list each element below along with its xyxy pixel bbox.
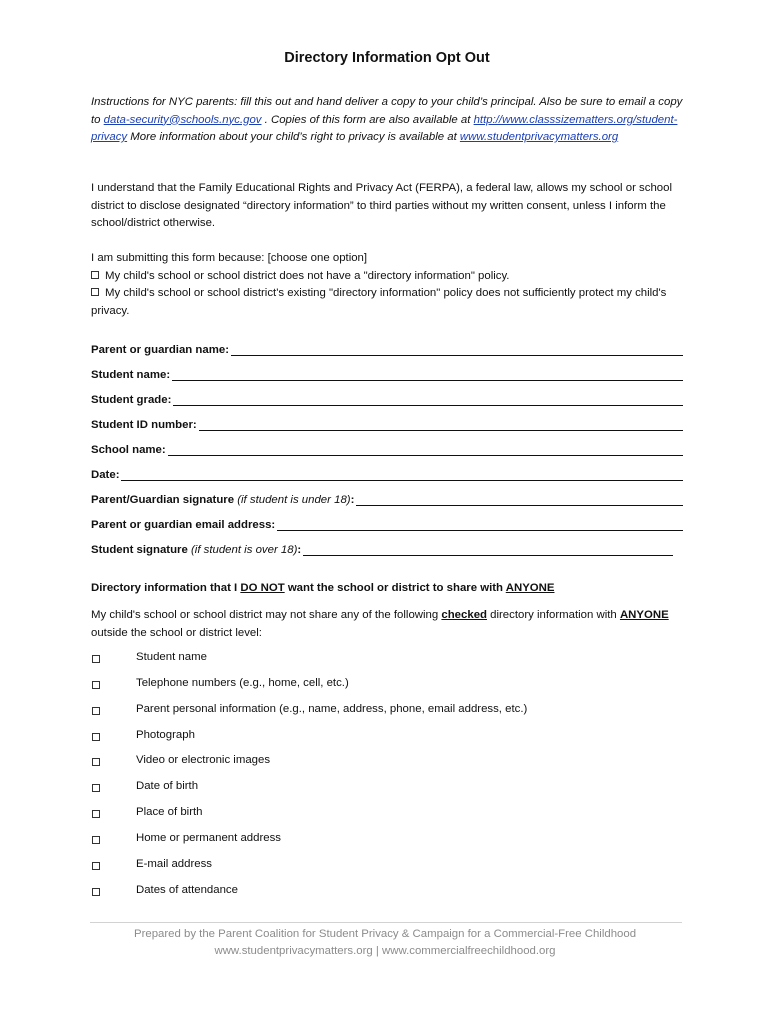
instructions-text-3: More information about your child’s right to privacy is available at	[127, 131, 460, 143]
student-signature-label: Student signature (if student is over 18):	[91, 544, 302, 556]
parent-signature-line[interactable]	[356, 494, 683, 506]
directory-heading-anyone: ANYONE	[505, 582, 555, 594]
checkbox-icon[interactable]	[92, 733, 100, 741]
submit-option-insufficient-policy[interactable]	[91, 285, 691, 320]
checkbox-icon[interactable]	[92, 836, 100, 844]
directory-item[interactable]	[91, 832, 683, 848]
directory-item-label: Telephone numbers (e.g., home, cell, etc.)	[136, 677, 349, 689]
directory-item[interactable]	[91, 754, 683, 770]
directory-item[interactable]	[91, 858, 683, 874]
directory-paragraph	[91, 607, 691, 642]
directory-heading	[91, 582, 554, 594]
checkbox-icon[interactable]	[92, 758, 100, 766]
directory-heading-text-1: Directory information that I	[91, 582, 241, 594]
submit-reason-section	[91, 250, 691, 320]
directory-item-label: Student name	[136, 651, 207, 663]
date-field[interactable]	[91, 465, 683, 481]
student-grade-line[interactable]	[173, 394, 683, 406]
checkbox-icon[interactable]	[92, 888, 100, 896]
directory-item-label: Date of birth	[136, 780, 199, 792]
checkbox-icon[interactable]	[92, 655, 100, 663]
directory-item[interactable]	[91, 884, 683, 900]
parent-signature-label: Parent/Guardian signature (if student is under 18):	[91, 494, 355, 506]
student-signature-field[interactable]	[91, 540, 683, 556]
parent-name-label: Parent or guardian name:	[91, 344, 229, 356]
student-name-line[interactable]	[172, 369, 683, 381]
footer-divider	[90, 922, 682, 923]
school-name-line[interactable]	[168, 444, 683, 456]
footer-links: www.studentprivacymatters.org | www.commercialfreechildhood.org	[214, 945, 556, 957]
parent-signature-note: (if student is under 18)	[237, 494, 351, 506]
school-name-label: School name:	[91, 444, 166, 456]
submit-option-no-policy-label: My child's school or school district does not have a "directory information" policy.	[105, 269, 510, 282]
directory-item[interactable]	[91, 729, 683, 745]
student-id-field[interactable]	[91, 415, 683, 431]
directory-item[interactable]	[91, 780, 683, 796]
student-name-field[interactable]	[91, 365, 683, 381]
directory-heading-text-2: want the school or district to share with	[284, 582, 506, 594]
parent-signature-field[interactable]	[91, 490, 683, 506]
directory-paragraph-text-1: My child's school or school district may not share any of the following	[91, 609, 442, 621]
student-id-line[interactable]	[199, 419, 683, 431]
directory-heading-do-not: DO NOT	[240, 582, 285, 594]
date-label: Date:	[91, 469, 120, 481]
checkbox-icon[interactable]	[92, 862, 100, 870]
instructions-text-1: Instructions for NYC parents: fill this out and hand deliver a copy to your child’s principal. Also be sure to email a copy to	[91, 96, 683, 126]
instructions-paragraph	[91, 94, 691, 147]
directory-item-label: E-mail address	[136, 858, 212, 870]
directory-item[interactable]	[91, 806, 683, 822]
directory-item[interactable]	[91, 677, 683, 693]
student-signature-note: (if student is over 18)	[191, 544, 298, 556]
checkbox-icon[interactable]	[92, 810, 100, 818]
checkbox-icon[interactable]	[91, 271, 99, 279]
instructions-text-2: . Copies of this form are also available at	[261, 113, 474, 126]
checkbox-icon[interactable]	[91, 288, 99, 296]
parent-signature-label-text: Parent/Guardian signature	[91, 494, 235, 506]
directory-item[interactable]	[91, 703, 683, 719]
ferpa-paragraph: I understand that the Family Educational Rights and Privacy Act (FERPA), a federal law, allows my school or school district to disclose designated “directory information” to third parties without my written consent, unless I inform the school/district otherwise.	[91, 182, 672, 229]
checkbox-icon[interactable]	[92, 707, 100, 715]
directory-paragraph-text-2: directory information with	[486, 609, 620, 621]
checkbox-icon[interactable]	[92, 784, 100, 792]
parent-email-line[interactable]	[277, 519, 683, 531]
submit-option-insufficient-policy-label: My child's school or school district's existing "directory information" policy does not sufficiently protect my child's privacy.	[91, 287, 667, 317]
directory-item-label: Home or permanent address	[136, 832, 281, 844]
student-signature-label-text: Student signature	[91, 544, 188, 556]
student-id-label: Student ID number:	[91, 419, 197, 431]
page-title: Directory Information Opt Out	[284, 50, 490, 66]
parent-name-field[interactable]	[91, 340, 683, 356]
directory-item-label: Parent personal information (e.g., name, address, phone, email address, etc.)	[136, 703, 528, 715]
directory-item-label: Place of birth	[136, 806, 203, 818]
form-url-link[interactable]: http://www.classsizematters.org/student-privacy	[91, 113, 678, 143]
directory-item[interactable]	[91, 651, 683, 667]
email-link[interactable]: data-security@schools.nyc.gov	[103, 113, 262, 126]
directory-item-label: Video or electronic images	[136, 754, 271, 766]
submit-option-no-policy[interactable]	[91, 268, 691, 286]
student-grade-label: Student grade:	[91, 394, 172, 406]
student-grade-field[interactable]	[91, 390, 683, 406]
directory-paragraph-text-3: outside the school or district level:	[91, 626, 262, 639]
submit-reason-prompt: I am submitting this form because: [choose one option]	[91, 252, 368, 264]
privacy-url-link[interactable]: www.studentprivacymatters.org	[459, 131, 619, 143]
directory-paragraph-checked: checked	[441, 609, 487, 621]
student-signature-line[interactable]	[303, 544, 673, 556]
footer-credit: Prepared by the Parent Coalition for Student Privacy & Campaign for a Commercial-Free Childhood	[133, 928, 637, 940]
directory-item-label: Photograph	[136, 729, 195, 741]
checkbox-icon[interactable]	[92, 681, 100, 689]
student-name-label: Student name:	[91, 369, 171, 381]
parent-email-label: Parent or guardian email address:	[91, 519, 276, 531]
parent-name-line[interactable]	[231, 344, 683, 356]
directory-item-label: Dates of attendance	[136, 884, 238, 896]
directory-paragraph-anyone: ANYONE	[619, 609, 669, 621]
parent-email-field[interactable]	[91, 515, 683, 531]
date-line[interactable]	[121, 469, 683, 481]
school-name-field[interactable]	[91, 440, 683, 456]
footer	[60, 926, 710, 960]
